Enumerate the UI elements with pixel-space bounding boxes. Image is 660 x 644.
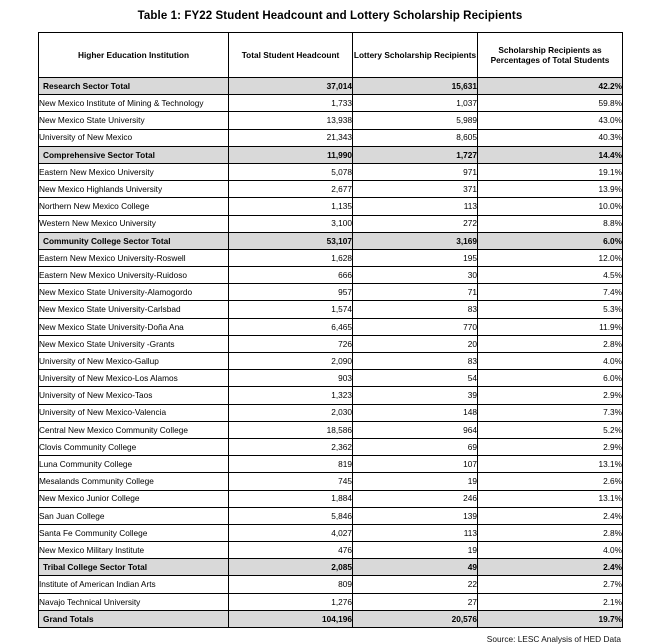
cell-institution: Institute of American Indian Arts (39, 576, 229, 593)
cell-total-headcount: 1,574 (229, 301, 353, 318)
table-body (39, 78, 623, 628)
table-row (39, 507, 623, 524)
table-container (38, 32, 622, 628)
cell-recipient-percentage: 2.8% (478, 335, 623, 352)
cell-lottery-recipients: 27 (353, 593, 478, 610)
cell-total-headcount: 2,362 (229, 438, 353, 455)
cell-institution: Santa Fe Community College (39, 524, 229, 541)
column-header-total-headcount: Total Student Headcount (229, 33, 353, 78)
cell-total-headcount: 957 (229, 284, 353, 301)
cell-recipient-percentage: 2.4% (478, 507, 623, 524)
cell-total-headcount: 476 (229, 542, 353, 559)
cell-recipient-percentage: 59.8% (478, 95, 623, 112)
cell-lottery-recipients: 971 (353, 163, 478, 180)
cell-lottery-recipients: 30 (353, 267, 478, 284)
cell-total-headcount: 1,135 (229, 198, 353, 215)
table-row (39, 163, 623, 180)
page-title: Table 1: FY22 Student Headcount and Lottery Scholarship Recipients (137, 10, 523, 22)
cell-institution: University of New Mexico-Taos (39, 387, 229, 404)
cell-institution: Luna Community College (39, 456, 229, 473)
table-row (39, 95, 623, 112)
cell-lottery-recipients: 54 (353, 370, 478, 387)
cell-lottery-recipients: 20 (353, 335, 478, 352)
cell-lottery-recipients: 246 (353, 490, 478, 507)
table-row (39, 232, 623, 249)
cell-institution: Northern New Mexico College (39, 198, 229, 215)
cell-institution: New Mexico Highlands University (39, 181, 229, 198)
table-row (39, 112, 623, 129)
column-header-institution: Higher Education Institution (39, 33, 229, 78)
cell-recipient-percentage: 13.1% (478, 456, 623, 473)
table-row (39, 456, 623, 473)
cell-lottery-recipients: 1,727 (353, 146, 478, 163)
cell-recipient-percentage: 2.1% (478, 593, 623, 610)
table-row (39, 129, 623, 146)
table-row (39, 421, 623, 438)
cell-recipient-percentage: 10.0% (478, 198, 623, 215)
cell-total-headcount: 2,030 (229, 404, 353, 421)
cell-total-headcount: 53,107 (229, 232, 353, 249)
cell-institution: New Mexico State University-Carlsbad (39, 301, 229, 318)
cell-lottery-recipients: 19 (353, 542, 478, 559)
cell-institution: Mesalands Community College (39, 473, 229, 490)
cell-recipient-percentage: 43.0% (478, 112, 623, 129)
cell-lottery-recipients: 49 (353, 559, 478, 576)
cell-institution: New Mexico Junior College (39, 490, 229, 507)
cell-institution: New Mexico Military Institute (39, 542, 229, 559)
cell-institution: Research Sector Total (39, 78, 229, 95)
table-row (39, 542, 623, 559)
cell-lottery-recipients: 371 (353, 181, 478, 198)
cell-institution: New Mexico State University -Grants (39, 335, 229, 352)
cell-recipient-percentage: 6.0% (478, 370, 623, 387)
cell-total-headcount: 11,990 (229, 146, 353, 163)
cell-total-headcount: 745 (229, 473, 353, 490)
cell-recipient-percentage: 5.3% (478, 301, 623, 318)
cell-total-headcount: 37,014 (229, 78, 353, 95)
table-row (39, 181, 623, 198)
source-note: Source: LESC Analysis of HED Data (486, 634, 621, 644)
cell-institution: Eastern New Mexico University-Ruidoso (39, 267, 229, 284)
cell-lottery-recipients: 964 (353, 421, 478, 438)
table-row (39, 524, 623, 541)
table-row (39, 576, 623, 593)
cell-recipient-percentage: 13.9% (478, 181, 623, 198)
table-row (39, 249, 623, 266)
table-row (39, 78, 623, 95)
column-header-recipient-percentage: Scholarship Recipients as Percentages of Total Students (478, 33, 623, 78)
cell-lottery-recipients: 20,576 (353, 610, 478, 627)
cell-recipient-percentage: 2.8% (478, 524, 623, 541)
cell-recipient-percentage: 5.2% (478, 421, 623, 438)
cell-institution: Western New Mexico University (39, 215, 229, 232)
cell-recipient-percentage: 13.1% (478, 490, 623, 507)
cell-total-headcount: 13,938 (229, 112, 353, 129)
cell-lottery-recipients: 272 (353, 215, 478, 232)
cell-total-headcount: 819 (229, 456, 353, 473)
cell-institution: Central New Mexico Community College (39, 421, 229, 438)
cell-recipient-percentage: 2.9% (478, 387, 623, 404)
cell-lottery-recipients: 19 (353, 473, 478, 490)
cell-total-headcount: 1,323 (229, 387, 353, 404)
cell-lottery-recipients: 15,631 (353, 78, 478, 95)
cell-institution: San Juan College (39, 507, 229, 524)
table-row (39, 267, 623, 284)
cell-lottery-recipients: 139 (353, 507, 478, 524)
cell-total-headcount: 2,677 (229, 181, 353, 198)
table-row (39, 301, 623, 318)
headcount-scholarship-table (38, 32, 623, 628)
cell-lottery-recipients: 8,605 (353, 129, 478, 146)
cell-total-headcount: 6,465 (229, 318, 353, 335)
table-row (39, 318, 623, 335)
column-header-lottery-recipients: Lottery Scholarship Recipients (353, 33, 478, 78)
cell-total-headcount: 3,100 (229, 215, 353, 232)
cell-recipient-percentage: 40.3% (478, 129, 623, 146)
table-row (39, 404, 623, 421)
cell-recipient-percentage: 6.0% (478, 232, 623, 249)
cell-lottery-recipients: 3,169 (353, 232, 478, 249)
cell-total-headcount: 2,090 (229, 353, 353, 370)
table-row (39, 438, 623, 455)
cell-institution: Clovis Community College (39, 438, 229, 455)
cell-recipient-percentage: 7.4% (478, 284, 623, 301)
cell-total-headcount: 809 (229, 576, 353, 593)
cell-recipient-percentage: 42.2% (478, 78, 623, 95)
cell-lottery-recipients: 1,037 (353, 95, 478, 112)
table-row (39, 473, 623, 490)
table-row (39, 215, 623, 232)
cell-institution: Eastern New Mexico University-Roswell (39, 249, 229, 266)
table-row (39, 335, 623, 352)
cell-institution: Navajo Technical University (39, 593, 229, 610)
cell-lottery-recipients: 195 (353, 249, 478, 266)
cell-total-headcount: 5,078 (229, 163, 353, 180)
cell-total-headcount: 21,343 (229, 129, 353, 146)
table-row (39, 559, 623, 576)
cell-lottery-recipients: 22 (353, 576, 478, 593)
cell-institution: Grand Totals (39, 610, 229, 627)
cell-total-headcount: 1,884 (229, 490, 353, 507)
cell-recipient-percentage: 19.7% (478, 610, 623, 627)
cell-recipient-percentage: 4.0% (478, 542, 623, 559)
cell-institution: Comprehensive Sector Total (39, 146, 229, 163)
cell-total-headcount: 726 (229, 335, 353, 352)
cell-institution: University of New Mexico-Los Alamos (39, 370, 229, 387)
cell-total-headcount: 666 (229, 267, 353, 284)
cell-total-headcount: 903 (229, 370, 353, 387)
cell-institution: New Mexico State University (39, 112, 229, 129)
cell-recipient-percentage: 2.4% (478, 559, 623, 576)
table-row (39, 387, 623, 404)
cell-recipient-percentage: 2.9% (478, 438, 623, 455)
cell-total-headcount: 18,586 (229, 421, 353, 438)
table-row (39, 370, 623, 387)
table-row (39, 593, 623, 610)
cell-institution: New Mexico State University-Doña Ana (39, 318, 229, 335)
cell-recipient-percentage: 2.6% (478, 473, 623, 490)
cell-institution: University of New Mexico (39, 129, 229, 146)
cell-recipient-percentage: 2.7% (478, 576, 623, 593)
cell-recipient-percentage: 4.5% (478, 267, 623, 284)
table-row (39, 490, 623, 507)
table-header-row (39, 33, 623, 78)
cell-institution: Eastern New Mexico University (39, 163, 229, 180)
cell-lottery-recipients: 83 (353, 301, 478, 318)
cell-recipient-percentage: 7.3% (478, 404, 623, 421)
cell-lottery-recipients: 770 (353, 318, 478, 335)
cell-total-headcount: 2,085 (229, 559, 353, 576)
cell-recipient-percentage: 19.1% (478, 163, 623, 180)
cell-institution: New Mexico State University-Alamogordo (39, 284, 229, 301)
cell-lottery-recipients: 39 (353, 387, 478, 404)
cell-total-headcount: 1,628 (229, 249, 353, 266)
cell-total-headcount: 1,733 (229, 95, 353, 112)
cell-institution: Community College Sector Total (39, 232, 229, 249)
cell-total-headcount: 5,846 (229, 507, 353, 524)
cell-recipient-percentage: 14.4% (478, 146, 623, 163)
cell-total-headcount: 4,027 (229, 524, 353, 541)
cell-lottery-recipients: 69 (353, 438, 478, 455)
cell-recipient-percentage: 4.0% (478, 353, 623, 370)
table-row (39, 146, 623, 163)
cell-lottery-recipients: 83 (353, 353, 478, 370)
cell-institution: Tribal College Sector Total (39, 559, 229, 576)
cell-lottery-recipients: 113 (353, 198, 478, 215)
table-row (39, 353, 623, 370)
cell-lottery-recipients: 113 (353, 524, 478, 541)
cell-lottery-recipients: 5,989 (353, 112, 478, 129)
cell-recipient-percentage: 11.9% (478, 318, 623, 335)
table-row (39, 610, 623, 627)
table-row (39, 198, 623, 215)
cell-total-headcount: 104,196 (229, 610, 353, 627)
table-row (39, 284, 623, 301)
cell-total-headcount: 1,276 (229, 593, 353, 610)
cell-lottery-recipients: 71 (353, 284, 478, 301)
cell-institution: University of New Mexico-Gallup (39, 353, 229, 370)
table-header (39, 33, 623, 78)
cell-lottery-recipients: 148 (353, 404, 478, 421)
cell-institution: University of New Mexico-Valencia (39, 404, 229, 421)
cell-lottery-recipients: 107 (353, 456, 478, 473)
cell-recipient-percentage: 8.8% (478, 215, 623, 232)
cell-institution: New Mexico Institute of Mining & Technology (39, 95, 229, 112)
cell-recipient-percentage: 12.0% (478, 249, 623, 266)
